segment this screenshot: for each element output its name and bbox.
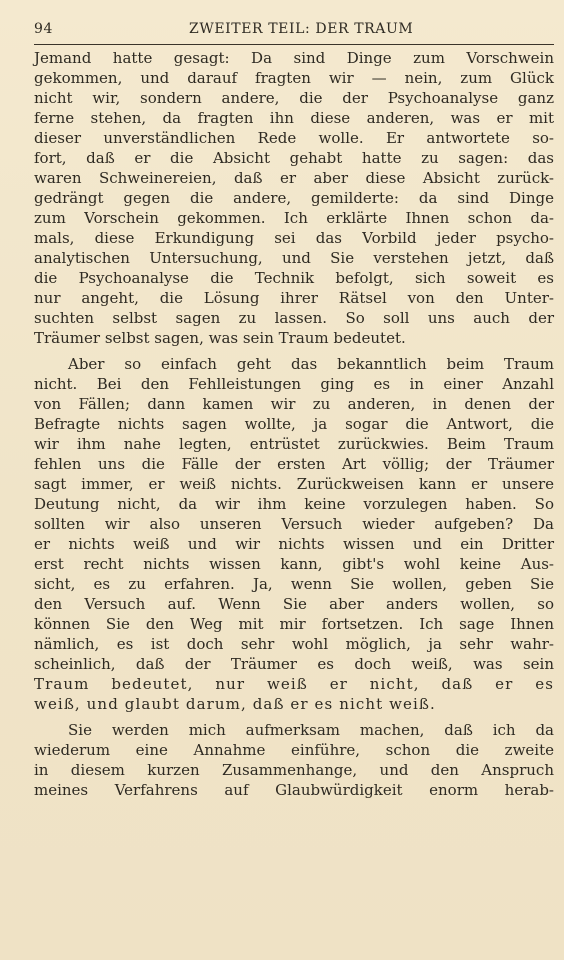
text-line: waren Schweinereien, daß er aber diese Absicht zurück- (34, 169, 554, 187)
page-header (34, 20, 552, 42)
text-line: suchten selbst sagen zu lassen. So soll uns auch der (34, 309, 554, 327)
text-line: nicht. Bei den Fehlleistungen ging es in einer Anzahl (34, 375, 554, 393)
text-line: wir ihm nahe legten, entrüstet zurückwies. Beim Traum (34, 435, 554, 453)
text-line: mals, diese Erkundigung sei das Vorbild jeder psycho- (34, 229, 554, 247)
text-line: nämlich, es ist doch sehr wohl möglich, ja sehr wahr- (34, 635, 554, 653)
text-line: den Versuch auf. Wenn Sie aber anders wollen, so (34, 595, 554, 613)
paragraph-2 (34, 354, 554, 714)
running-head: ZWEITER TEIL: DER TRAUM (189, 21, 414, 37)
text-line: die Psychoanalyse die Technik befolgt, sich soweit es (34, 269, 554, 287)
text-line: Deutung nicht, da wir ihm keine vorzulegen haben. So (34, 495, 554, 513)
text-line: fehlen uns die Fälle der ersten Art völlig; der Träumer (34, 455, 554, 473)
text-line: dieser unverständlichen Rede wolle. Er antwortete so- (34, 129, 554, 147)
text-line: zum Vorschein gekommen. Ich erklärte Ihnen schon da- (34, 209, 554, 227)
emphasized-text-line: weiß, und glaubt darum, daß er es nicht weiß. (34, 695, 436, 713)
text-line: können Sie den Weg mit mir fortsetzen. Ich sage Ihnen (34, 615, 554, 633)
header-rule (34, 44, 554, 45)
text-line: in diesem kurzen Zusammenhange, und den Anspruch (34, 761, 554, 779)
text-line: Jemand hatte gesagt: Da sind Dinge zum Vorschwein (34, 49, 554, 67)
text-line: erst recht nichts wissen kann, gibt's wohl keine Aus- (34, 555, 554, 573)
text-line: wiederum eine Annahme einführe, schon die zweite (34, 741, 554, 759)
text-line: meines Verfahrens auf Glaubwürdigkeit enorm herab- (34, 781, 554, 799)
text-line: sicht, es zu erfahren. Ja, wenn Sie wollen, geben Sie (34, 575, 554, 593)
text-line: scheinlich, daß der Träumer es doch weiß, was sein (34, 655, 554, 673)
paragraph-3 (34, 720, 554, 800)
text-line: Träumer selbst sagen, was sein Traum bedeutet. (34, 329, 406, 347)
text-line: er nichts weiß und wir nichts wissen und ein Dritter (34, 535, 554, 553)
body-text (34, 48, 554, 800)
emphasized-text-line: Traum bedeutet, nur weiß er nicht, daß er es (34, 675, 554, 693)
text-line: nicht wir, sondern andere, die der Psychoanalyse ganz (34, 89, 554, 107)
text-line: ferne stehen, da fragten ihn diese anderen, was er mit (34, 109, 554, 127)
text-line: Aber so einfach geht das bekanntlich beim Traum (68, 355, 554, 373)
text-line: gedrängt gegen die andere, gemilderte: da sind Dinge (34, 189, 554, 207)
paragraph-1 (34, 48, 554, 348)
page-number: 94 (34, 21, 54, 37)
text-line: gekommen, und darauf fragten wir — nein, zum Glück (34, 69, 554, 87)
text-line: Befragte nichts sagen wollte, ja sogar die Antwort, die (34, 415, 554, 433)
text-line: sagt immer, er weiß nichts. Zurückweisen kann er unsere (34, 475, 554, 493)
text-line: fort, daß er die Absicht gehabt hatte zu sagen: das (34, 149, 554, 167)
text-line: nur angeht, die Lösung ihrer Rätsel von den Unter- (34, 289, 554, 307)
text-line: von Fällen; dann kamen wir zu anderen, in denen der (34, 395, 554, 413)
text-line: analytischen Untersuchung, und Sie verstehen jetzt, daß (34, 249, 554, 267)
text-line: Sie werden mich aufmerksam machen, daß ich da (68, 721, 554, 739)
text-line: sollten wir also unseren Versuch wieder aufgeben? Da (34, 515, 554, 533)
